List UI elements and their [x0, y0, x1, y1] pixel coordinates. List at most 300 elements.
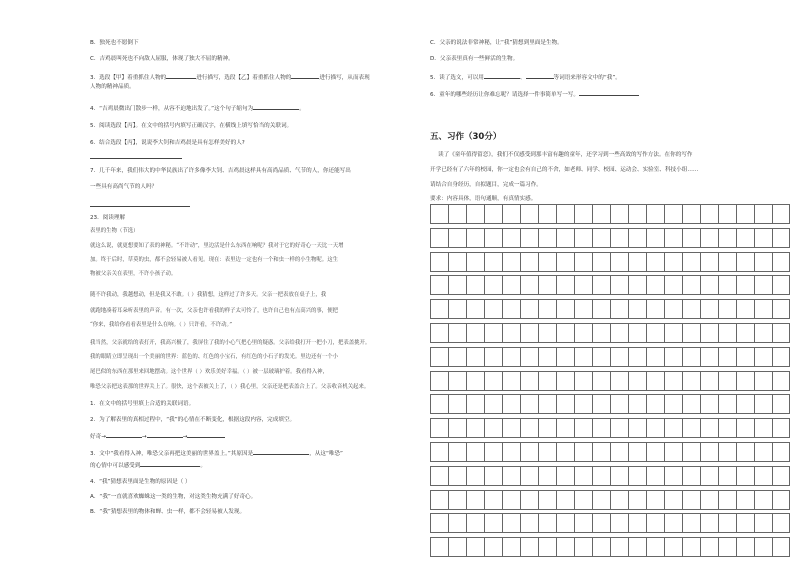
grid-cell[interactable]	[575, 419, 593, 438]
grid-cell[interactable]	[539, 491, 557, 510]
grid-cell[interactable]	[467, 205, 485, 224]
grid-cell[interactable]	[755, 419, 773, 438]
grid-cell[interactable]	[611, 205, 629, 224]
grid-cell[interactable]	[737, 229, 755, 248]
grid-cell[interactable]	[629, 229, 647, 248]
grid-cell[interactable]	[503, 514, 521, 533]
grid-cell[interactable]	[521, 348, 539, 367]
grid-cell[interactable]	[485, 443, 503, 462]
grid-cell[interactable]	[737, 348, 755, 367]
grid-cell[interactable]	[755, 205, 773, 224]
grid-cell[interactable]	[449, 443, 467, 462]
grid-cell[interactable]	[755, 372, 773, 391]
answer-blank[interactable]	[484, 73, 520, 79]
grid-cell[interactable]	[593, 491, 611, 510]
grid-cell[interactable]	[701, 467, 719, 486]
grid-cell[interactable]	[575, 467, 593, 486]
grid-cell[interactable]	[467, 395, 485, 414]
grid-cell[interactable]	[647, 229, 665, 248]
grid-cell[interactable]	[521, 467, 539, 486]
grid-cell[interactable]	[683, 372, 701, 391]
grid-cell[interactable]	[719, 395, 737, 414]
answer-blank[interactable]	[291, 73, 319, 79]
grid-cell[interactable]	[629, 395, 647, 414]
grid-cell[interactable]	[467, 538, 485, 557]
grid-cell[interactable]	[665, 205, 683, 224]
grid-cell[interactable]	[467, 467, 485, 486]
grid-cell[interactable]	[629, 372, 647, 391]
grid-cell[interactable]	[665, 253, 683, 272]
grid-cell[interactable]	[467, 491, 485, 510]
grid-cell[interactable]	[737, 443, 755, 462]
grid-cell[interactable]	[431, 538, 449, 557]
grid-cell[interactable]	[737, 467, 755, 486]
grid-cell[interactable]	[503, 253, 521, 272]
grid-cell[interactable]	[503, 538, 521, 557]
grid-cell[interactable]	[665, 538, 683, 557]
grid-cell[interactable]	[485, 467, 503, 486]
grid-cell[interactable]	[485, 538, 503, 557]
grid-cell[interactable]	[521, 443, 539, 462]
grid-cell[interactable]	[665, 372, 683, 391]
grid-cell[interactable]	[539, 300, 557, 319]
grid-cell[interactable]	[665, 324, 683, 343]
grid-cell[interactable]	[683, 395, 701, 414]
grid-cell[interactable]	[719, 372, 737, 391]
grid-cell[interactable]	[593, 372, 611, 391]
grid-cell[interactable]	[575, 348, 593, 367]
answer-line[interactable]	[90, 158, 182, 159]
grid-cell[interactable]	[647, 538, 665, 557]
grid-cell[interactable]	[647, 419, 665, 438]
grid-cell[interactable]	[719, 229, 737, 248]
grid-cell[interactable]	[755, 348, 773, 367]
grid-cell[interactable]	[485, 419, 503, 438]
grid-cell[interactable]	[575, 372, 593, 391]
grid-cell[interactable]	[737, 276, 755, 295]
grid-cell[interactable]	[701, 205, 719, 224]
grid-cell[interactable]	[539, 514, 557, 533]
grid-cell[interactable]	[467, 372, 485, 391]
grid-cell[interactable]	[539, 443, 557, 462]
grid-cell[interactable]	[557, 372, 575, 391]
grid-cell[interactable]	[737, 300, 755, 319]
grid-cell[interactable]	[665, 467, 683, 486]
grid-cell[interactable]	[503, 324, 521, 343]
grid-cell[interactable]	[503, 395, 521, 414]
grid-cell[interactable]	[521, 253, 539, 272]
grid-cell[interactable]	[539, 253, 557, 272]
grid-cell[interactable]	[647, 253, 665, 272]
grid-cell[interactable]	[683, 276, 701, 295]
grid-cell[interactable]	[665, 514, 683, 533]
grid-cell[interactable]	[485, 324, 503, 343]
grid-cell[interactable]	[629, 443, 647, 462]
grid-cell[interactable]	[557, 253, 575, 272]
grid-cell[interactable]	[503, 348, 521, 367]
grid-cell[interactable]	[611, 514, 629, 533]
grid-cell[interactable]	[665, 443, 683, 462]
grid-cell[interactable]	[521, 229, 539, 248]
grid-cell[interactable]	[647, 372, 665, 391]
grid-cell[interactable]	[431, 300, 449, 319]
grid-cell[interactable]	[521, 538, 539, 557]
grid-cell[interactable]	[755, 324, 773, 343]
grid-cell[interactable]	[629, 348, 647, 367]
grid-cell[interactable]	[503, 300, 521, 319]
grid-cell[interactable]	[611, 276, 629, 295]
grid-cell[interactable]	[431, 324, 449, 343]
grid-cell[interactable]	[737, 253, 755, 272]
grid-cell[interactable]	[557, 419, 575, 438]
grid-cell[interactable]	[557, 324, 575, 343]
grid-cell[interactable]	[719, 348, 737, 367]
grid-cell[interactable]	[449, 276, 467, 295]
grid-cell[interactable]	[539, 276, 557, 295]
grid-cell[interactable]	[593, 300, 611, 319]
grid-cell[interactable]	[431, 395, 449, 414]
grid-cell[interactable]	[629, 324, 647, 343]
grid-cell[interactable]	[719, 514, 737, 533]
grid-cell[interactable]	[449, 253, 467, 272]
grid-cell[interactable]	[611, 372, 629, 391]
grid-cell[interactable]	[719, 276, 737, 295]
grid-cell[interactable]	[719, 467, 737, 486]
grid-cell[interactable]	[683, 467, 701, 486]
grid-cell[interactable]	[485, 229, 503, 248]
grid-cell[interactable]	[611, 229, 629, 248]
answer-blank[interactable]	[253, 104, 299, 110]
grid-cell[interactable]	[701, 419, 719, 438]
grid-cell[interactable]	[593, 253, 611, 272]
grid-cell[interactable]	[683, 538, 701, 557]
grid-cell[interactable]	[755, 538, 773, 557]
grid-cell[interactable]	[503, 419, 521, 438]
grid-cell[interactable]	[737, 419, 755, 438]
grid-cell[interactable]	[737, 395, 755, 414]
grid-cell[interactable]	[719, 324, 737, 343]
grid-cell[interactable]	[485, 348, 503, 367]
grid-cell[interactable]	[593, 348, 611, 367]
grid-cell[interactable]	[665, 491, 683, 510]
grid-cell[interactable]	[593, 276, 611, 295]
grid-cell[interactable]	[701, 372, 719, 391]
grid-cell[interactable]	[449, 419, 467, 438]
grid-cell[interactable]	[719, 443, 737, 462]
grid-cell[interactable]	[611, 348, 629, 367]
grid-cell[interactable]	[449, 324, 467, 343]
grid-cell[interactable]	[431, 372, 449, 391]
grid-cell[interactable]	[503, 443, 521, 462]
grid-cell[interactable]	[629, 491, 647, 510]
grid-cell[interactable]	[611, 491, 629, 510]
grid-cell[interactable]	[521, 372, 539, 391]
grid-cell[interactable]	[683, 324, 701, 343]
grid-cell[interactable]	[683, 419, 701, 438]
answer-blank[interactable]	[526, 73, 554, 79]
grid-cell[interactable]	[557, 229, 575, 248]
grid-cell[interactable]	[647, 324, 665, 343]
grid-cell[interactable]	[701, 514, 719, 533]
grid-cell[interactable]	[521, 491, 539, 510]
grid-cell[interactable]	[755, 395, 773, 414]
grid-cell[interactable]	[593, 419, 611, 438]
grid-cell[interactable]	[611, 467, 629, 486]
grid-cell[interactable]	[449, 300, 467, 319]
grid-cell[interactable]	[575, 443, 593, 462]
grid-cell[interactable]	[449, 372, 467, 391]
grid-cell[interactable]	[449, 538, 467, 557]
grid-cell[interactable]	[593, 229, 611, 248]
grid-cell[interactable]	[665, 419, 683, 438]
grid-cell[interactable]	[611, 419, 629, 438]
grid-cell[interactable]	[485, 205, 503, 224]
grid-cell[interactable]	[629, 467, 647, 486]
grid-cell[interactable]	[683, 443, 701, 462]
grid-cell[interactable]	[755, 253, 773, 272]
grid-cell[interactable]	[485, 395, 503, 414]
grid-cell[interactable]	[701, 491, 719, 510]
grid-cell[interactable]	[521, 205, 539, 224]
grid-cell[interactable]	[647, 300, 665, 319]
grid-cell[interactable]	[593, 395, 611, 414]
grid-cell[interactable]	[575, 205, 593, 224]
grid-cell[interactable]	[629, 538, 647, 557]
grid-cell[interactable]	[431, 229, 449, 248]
grid-cell[interactable]	[539, 467, 557, 486]
grid-cell[interactable]	[467, 300, 485, 319]
grid-cell[interactable]	[737, 538, 755, 557]
grid-cell[interactable]	[449, 395, 467, 414]
grid-cell[interactable]	[719, 300, 737, 319]
grid-cell[interactable]	[629, 514, 647, 533]
grid-cell[interactable]	[755, 443, 773, 462]
grid-cell[interactable]	[701, 229, 719, 248]
grid-cell[interactable]	[467, 276, 485, 295]
grid-cell[interactable]	[467, 229, 485, 248]
grid-cell[interactable]	[755, 491, 773, 510]
grid-row	[430, 275, 790, 295]
grid-cell[interactable]	[593, 324, 611, 343]
grid-cell[interactable]	[503, 467, 521, 486]
grid-cell[interactable]	[737, 372, 755, 391]
grid-cell[interactable]	[701, 253, 719, 272]
grid-cell[interactable]	[575, 300, 593, 319]
grid-cell[interactable]	[647, 443, 665, 462]
grid-cell[interactable]	[449, 491, 467, 510]
answer-blank[interactable]	[166, 73, 196, 79]
grid-cell[interactable]	[719, 419, 737, 438]
grid-cell[interactable]	[629, 276, 647, 295]
grid-cell[interactable]	[683, 229, 701, 248]
grid-cell[interactable]	[557, 538, 575, 557]
grid-cell[interactable]	[575, 538, 593, 557]
grid-cell[interactable]	[593, 467, 611, 486]
grid-cell[interactable]	[755, 514, 773, 533]
grid-cell[interactable]	[737, 324, 755, 343]
grid-cell[interactable]	[683, 253, 701, 272]
grid-cell[interactable]	[557, 443, 575, 462]
grid-cell[interactable]	[431, 276, 449, 295]
grid-cell[interactable]	[665, 276, 683, 295]
grid-cell[interactable]	[521, 395, 539, 414]
answer-blank[interactable]	[187, 432, 225, 438]
grid-cell[interactable]	[611, 443, 629, 462]
grid-cell[interactable]	[503, 372, 521, 391]
grid-cell[interactable]	[593, 538, 611, 557]
grid-cell[interactable]	[647, 467, 665, 486]
grid-cell[interactable]	[701, 324, 719, 343]
grid-cell[interactable]	[647, 348, 665, 367]
grid-cell[interactable]	[701, 538, 719, 557]
grid-cell[interactable]	[683, 205, 701, 224]
grid-cell[interactable]	[557, 300, 575, 319]
grid-cell[interactable]	[557, 491, 575, 510]
grid-cell[interactable]	[557, 514, 575, 533]
grid-cell[interactable]	[647, 491, 665, 510]
grid-cell[interactable]	[557, 205, 575, 224]
grid-cell[interactable]	[539, 419, 557, 438]
grid-cell[interactable]	[611, 253, 629, 272]
grid-cell[interactable]	[755, 467, 773, 486]
grid-cell[interactable]	[737, 514, 755, 533]
grid-cell[interactable]	[611, 395, 629, 414]
grid-cell[interactable]	[467, 514, 485, 533]
grid-cell[interactable]	[611, 300, 629, 319]
grid-cell[interactable]	[539, 372, 557, 391]
grid-cell[interactable]	[467, 348, 485, 367]
grid-cell[interactable]	[647, 395, 665, 414]
grid-cell[interactable]	[539, 538, 557, 557]
grid-cell[interactable]	[719, 253, 737, 272]
grid-cell[interactable]	[701, 348, 719, 367]
grid-cell[interactable]	[449, 514, 467, 533]
grid-cell[interactable]	[575, 276, 593, 295]
grid-cell[interactable]	[647, 514, 665, 533]
grid-cell[interactable]	[467, 253, 485, 272]
grid-cell[interactable]	[719, 205, 737, 224]
grid-cell[interactable]	[629, 419, 647, 438]
grid-cell[interactable]	[431, 348, 449, 367]
answer-blank[interactable]	[147, 432, 183, 438]
grid-cell[interactable]	[629, 205, 647, 224]
grid-cell[interactable]	[755, 229, 773, 248]
grid-cell[interactable]	[503, 491, 521, 510]
grid-cell[interactable]	[485, 276, 503, 295]
grid-cell[interactable]	[593, 205, 611, 224]
grid-cell[interactable]	[539, 205, 557, 224]
grid-cell[interactable]	[575, 324, 593, 343]
grid-cell[interactable]	[755, 300, 773, 319]
grid-cell[interactable]	[485, 300, 503, 319]
grid-cell[interactable]	[593, 443, 611, 462]
grid-cell[interactable]	[485, 372, 503, 391]
grid-cell[interactable]	[755, 276, 773, 295]
grid-cell[interactable]	[431, 491, 449, 510]
grid-cell[interactable]	[431, 467, 449, 486]
grid-cell[interactable]	[521, 300, 539, 319]
grid-cell[interactable]	[521, 276, 539, 295]
grid-cell[interactable]	[683, 491, 701, 510]
grid-cell[interactable]	[539, 348, 557, 367]
grid-cell[interactable]	[575, 395, 593, 414]
grid-cell[interactable]	[683, 300, 701, 319]
grid-cell[interactable]	[467, 443, 485, 462]
grid-cell[interactable]	[557, 276, 575, 295]
grid-cell[interactable]	[629, 300, 647, 319]
grid-cell[interactable]	[431, 419, 449, 438]
grid-cell[interactable]	[575, 491, 593, 510]
answer-blank[interactable]	[140, 461, 200, 467]
grid-cell[interactable]	[701, 395, 719, 414]
grid-cell[interactable]	[467, 324, 485, 343]
grid-cell[interactable]	[683, 514, 701, 533]
grid-cell[interactable]	[449, 205, 467, 224]
grid-cell[interactable]	[593, 514, 611, 533]
grid-cell[interactable]	[503, 205, 521, 224]
grid-cell[interactable]	[449, 348, 467, 367]
grid-cell[interactable]	[557, 467, 575, 486]
grid-cell[interactable]	[719, 491, 737, 510]
grid-cell[interactable]	[431, 205, 449, 224]
grid-cell[interactable]	[485, 514, 503, 533]
grid-cell[interactable]	[503, 229, 521, 248]
grid-cell[interactable]	[701, 276, 719, 295]
grid-cell[interactable]	[719, 538, 737, 557]
grid-cell[interactable]	[431, 253, 449, 272]
answer-blank[interactable]	[579, 90, 639, 96]
grid-cell[interactable]	[521, 419, 539, 438]
grid-cell[interactable]	[665, 300, 683, 319]
grid-cell[interactable]	[701, 300, 719, 319]
grid-cell[interactable]	[737, 491, 755, 510]
grid-cell[interactable]	[539, 395, 557, 414]
grid-cell[interactable]	[737, 205, 755, 224]
answer-blank[interactable]	[253, 449, 309, 455]
grid-cell[interactable]	[449, 229, 467, 248]
grid-cell[interactable]	[701, 443, 719, 462]
grid-cell[interactable]	[665, 395, 683, 414]
grid-cell[interactable]	[539, 324, 557, 343]
grid-cell[interactable]	[629, 253, 647, 272]
grid-cell[interactable]	[539, 229, 557, 248]
grid-cell[interactable]	[485, 253, 503, 272]
grid-cell[interactable]	[557, 395, 575, 414]
grid-cell[interactable]	[611, 538, 629, 557]
grid-cell[interactable]	[575, 514, 593, 533]
grid-cell[interactable]	[665, 229, 683, 248]
grid-cell[interactable]	[557, 348, 575, 367]
grid-cell[interactable]	[647, 205, 665, 224]
grid-cell[interactable]	[449, 467, 467, 486]
answer-blank[interactable]	[106, 432, 142, 438]
grid-cell[interactable]	[647, 276, 665, 295]
grid-cell[interactable]	[431, 514, 449, 533]
grid-cell[interactable]	[665, 348, 683, 367]
grid-cell[interactable]	[431, 443, 449, 462]
grid-cell[interactable]	[683, 348, 701, 367]
grid-cell[interactable]	[485, 491, 503, 510]
grid-cell[interactable]	[503, 276, 521, 295]
grid-cell[interactable]	[521, 324, 539, 343]
grid-cell[interactable]	[575, 229, 593, 248]
grid-cell[interactable]	[611, 324, 629, 343]
grid-cell[interactable]	[575, 253, 593, 272]
grid-cell[interactable]	[467, 419, 485, 438]
answer-line[interactable]	[90, 206, 190, 207]
grid-cell[interactable]	[521, 514, 539, 533]
grid-row	[430, 442, 790, 462]
